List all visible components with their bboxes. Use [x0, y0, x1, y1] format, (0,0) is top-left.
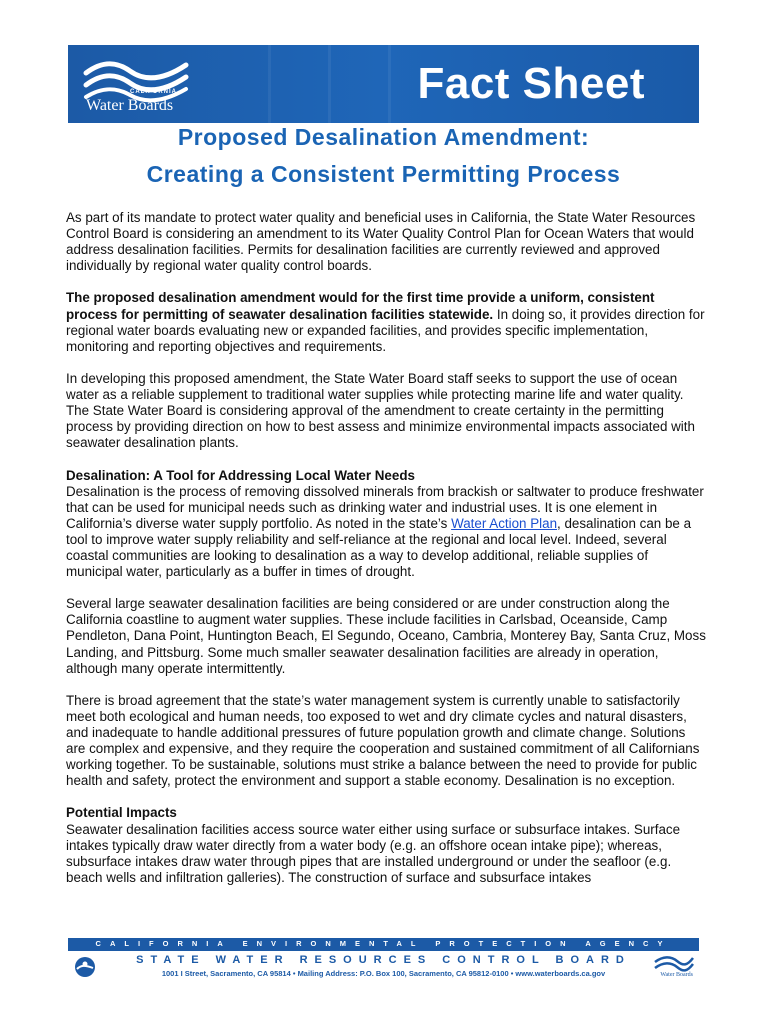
- section-desalination: [66, 468, 706, 581]
- paragraph-amendment-bold: The proposed desalination amendment would for the first time provide a uniform, consistent process for permitting of seawater desalination facilities statewide.: [66, 290, 655, 322]
- header-banner: [68, 45, 699, 123]
- paragraph-intro: As part of its mandate to protect water quality and beneficial uses in California, the State Water Resources Control Board is considering an amendment to its Water Quality Control Plan for Ocean Waters that would address desalination facilities. Permits for desalination facilities are currently reviewed and approved individually by regional water quality control boards.: [66, 210, 696, 274]
- paragraph-amendment: [66, 290, 706, 354]
- desalination-text-b: , desalination can be a tool to improve water supply reliability and self-reliance at the regional and local level. Indeed, several coastal communities are looking to desalination as a way to develop additional, reliable supplies of municipal water, particularly as a buffer in times of drought.: [66, 515, 692, 580]
- desalination-text-a: Desalination is the process of removing dissolved minerals from brackish or saltwater to produce freshwater that can be used for municipal needs such as drinking water and industrial uses. It is one element in California’s diverse water supply portfolio. As noted in the state’s: [66, 483, 704, 531]
- mini-logo-name: Water Boards: [660, 972, 693, 978]
- paragraph-facilities: Several large seawater desalination facilities are being considered or are under construction along the California coastline to augment water supplies. These include facilities in Carlsbad, Oceanside, Camp Pendleton, Dana Point, Huntington Beach, El Segundo, Oceano, Cambria, Monterey Bay, Santa Cruz, Moss Landing, and Pittsburg. Some much smaller seawater desalination facilities are already in operation, although many operate intermittently.: [66, 596, 706, 676]
- headline-line-1: Proposed Desalination Amendment:: [177, 124, 590, 150]
- fact-sheet-title: Fact Sheet: [417, 59, 645, 108]
- water-action-plan-link[interactable]: Water Action Plan: [451, 515, 558, 531]
- footer-board: STATE WATER RESOURCES CONTROL BOARD: [136, 954, 631, 966]
- section-heading-impacts: Potential Impacts: [66, 805, 177, 821]
- headline-line-2: Creating a Consistent Permitting Process: [146, 161, 621, 187]
- paragraph-amendment-rest: In doing so, it provides direction for regional water boards evaluating new or expanded facilities, and provides specific implementation, monitoring and reporting objectives and requirements.: [66, 306, 705, 354]
- section-impacts: [66, 805, 706, 885]
- logo-name: Water Boards: [86, 97, 174, 114]
- body-content: [66, 210, 706, 902]
- paragraph-agreement: There is broad agreement that the state’s water management system is currently unable to satisfactorily meet both ecological and human needs, too exposed to wet and dry climate cycles and natural disasters, and inadequate to handle additional pressures of future population growth and climate change. Solutions are complex and expensive, and they require the cooperation and sustained commitment of all Californians working together. To be sustainable, solutions must strike a balance between the need to provide for public health and safety, protect the environment and support a stable economy. Desalination is no exception.: [66, 692, 700, 789]
- footer: [68, 938, 699, 1012]
- impacts-text: Seawater desalination facilities access source water either using surface or subsurface intakes. Surface intakes typically draw water directly from a water body (e.g. an offshore ocean intake pipe); whereas, subsurface intakes draw water through pipes that are installed underground or under the seafloor (e.g. beach wells and infiltration galleries). The construction of surface and subsurface intakes: [66, 821, 681, 885]
- paragraph-developing: In developing this proposed amendment, the State Water Board staff seeks to support the use of ocean water as a reliable supplement to traditional water supplies while protecting marine life and water quality. The State Water Board is considering approval of the amendment to create certainty in the permitting process by providing direction on how to best assess and minimize environmental impacts associated with seawater desalination plants.: [66, 370, 695, 451]
- footer-address: 1001 I Street, Sacramento, CA 95814 • Mailing Address: P.O. Box 100, Sacramento, CA 95812-0100 • www.waterboards.ca.gov: [161, 969, 606, 978]
- logo-state-label: CALIFORNIA: [130, 89, 177, 95]
- footer-agency: CALIFORNIA ENVIRONMENTAL PROTECTION AGENCY: [95, 939, 672, 948]
- section-heading-desalination: Desalination: A Tool for Addressing Local Water Needs: [66, 467, 415, 483]
